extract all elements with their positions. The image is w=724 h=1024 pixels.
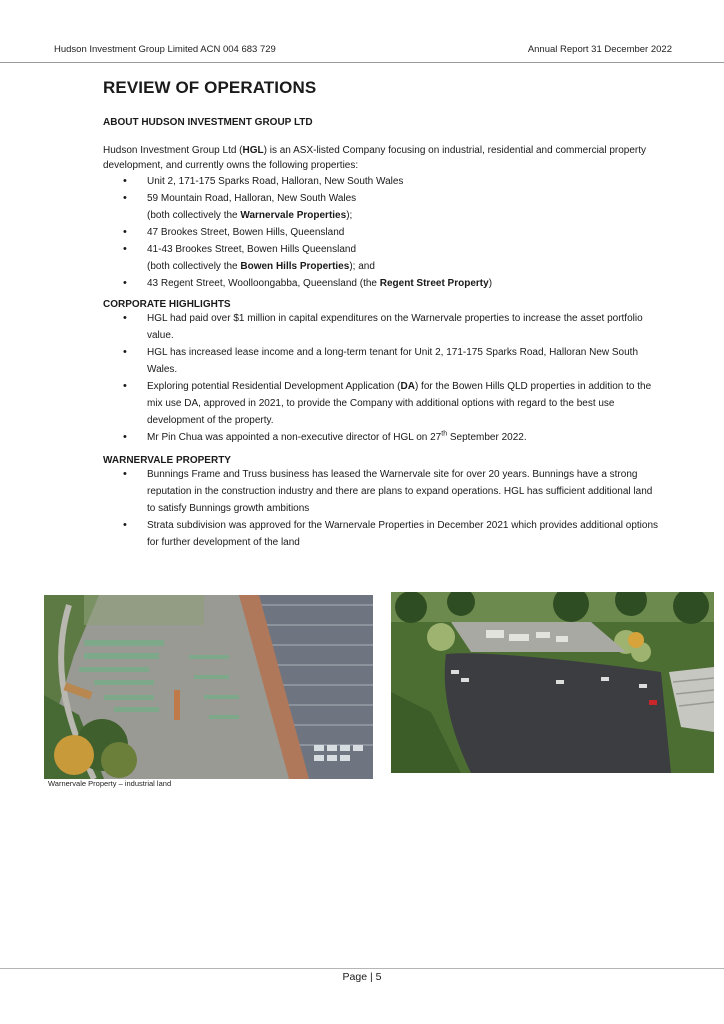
page-title: REVIEW OF OPERATIONS (103, 78, 317, 97)
footer-divider (0, 968, 724, 969)
warnervale-item: • Strata subdivision was approved for the Warnervale Properties in December 2021 which provides additional options for further development of the land (103, 517, 663, 551)
corporate-item: • Exploring potential Residential Development Application (DA) for the Bowen Hills QLD properties in addition to the mix use DA, approved in 2021, to provide the Company with additional options with regard to the best use development of the property. (103, 378, 663, 429)
corporate-item: • HGL has increased lease income and a long-term tenant for Unit 2, 171-175 Sparks Road, Halloran New South Wales. (103, 344, 663, 378)
page-footer (0, 971, 724, 983)
warnervale-list (103, 466, 663, 551)
page-label: Page (342, 971, 368, 983)
page-number: 5 (375, 971, 382, 983)
corporate-heading: CORPORATE HIGHLIGHTS (103, 299, 231, 310)
corporate-item: • Mr Pin Chua was appointed a non-executive director of HGL on 27th September 2022. (103, 429, 663, 446)
property-item: • 59 Mountain Road, Halloran, New South Wales (both collectively the Warnervale Properties); (103, 190, 663, 224)
warnervale-carpark-photo (391, 592, 714, 773)
photo-caption: Warnervale Property – industrial land (48, 779, 172, 788)
about-heading: ABOUT HUDSON INVESTMENT GROUP LTD (103, 117, 313, 128)
warnervale-heading: WARNERVALE PROPERTY (103, 455, 231, 466)
warnervale-yard-photo (44, 595, 373, 779)
about-intro: Hudson Investment Group Ltd (HGL) is an ASX-listed Company focusing on industrial, residential and commercial property development, and currently owns the following properties: (103, 145, 647, 171)
page-separator: | (369, 971, 373, 983)
header-divider (0, 62, 724, 63)
property-item: • Unit 2, 171-175 Sparks Road, Halloran, New South Wales (103, 173, 663, 190)
property-item: • 43 Regent Street, Woolloongabba, Queensland (the Regent Street Property) (103, 275, 663, 292)
page-content (103, 78, 663, 551)
property-list (103, 173, 663, 292)
corporate-list (103, 310, 663, 446)
header-report-date: Annual Report 31 December 2022 (527, 44, 672, 55)
corporate-item: • HGL had paid over $1 million in capital expenditures on the Warnervale properties to increase the asset portfolio value. (103, 310, 663, 344)
warnervale-item: • Bunnings Frame and Truss business has leased the Warnervale site for over 20 years. Bunnings have a strong reputation in the construction industry and there are plans to expand operations. HGL has sufficient additional land to satisfy Bunnings growth ambitions (103, 466, 663, 517)
property-item: • 41-43 Brookes Street, Bowen Hills Queensland (both collectively the Bowen Hills Properties); and (103, 241, 663, 275)
header-company: Hudson Investment Group Limited ACN 004 683 729 (54, 44, 276, 55)
property-item: • 47 Brookes Street, Bowen Hills, Queensland (103, 224, 663, 241)
